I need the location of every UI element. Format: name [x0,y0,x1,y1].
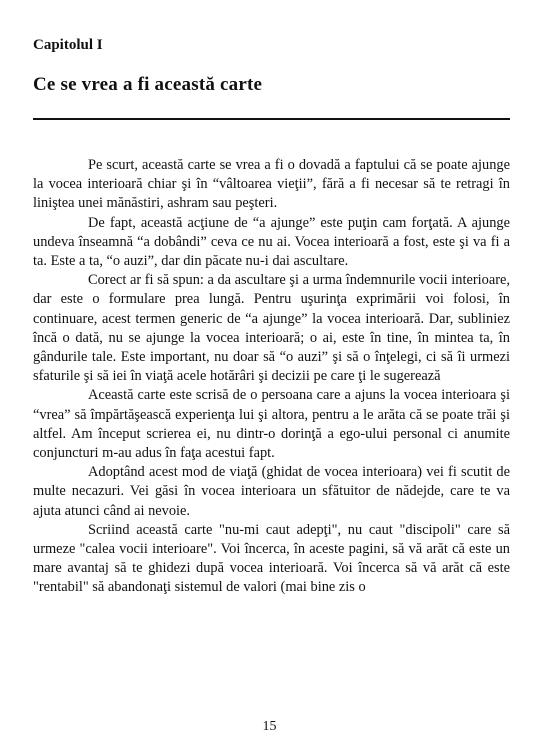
paragraph-6: Scriind această carte "nu-mi caut adepţi", nu caut "discipoli" care să urmeze "calea vocii interioare". Voi încerca, în aceste pagini, să vă arăt că este un mare avantaj să te ghidezi după vocea interioară. Voi încerca să vă arăt că este "rentabil" să abandonaţi sistemul de valori (mai bine zis o [33,521,510,596]
title-divider [33,118,510,120]
paragraph-3: Corect ar fi să spun: a da ascultare şi a urma îndemnurile vocii interioare, dar este o formulare prea lungă. Pentru uşurinţa exprimării voi folosi, în continuare, acest termen generic de “a ajunge” la vocea interioară. Dar, subliniez încă o dată, nu se ajunge la vocea interioară; o ai, este în tine, în mintea ta, în gândurile tale. Este important, nu doar să “o auzi” şi să o înţelegi, ci să îi urmezi sfaturile şi să iei în viaţă acele hotărâri şi decizii pe care ţi le sugerează [33,272,510,385]
paragraph-5: Adoptând acest mod de viaţă (ghidat de vocea interioara) vei fi scutit de multe necazuri. Vei găsi în vocea interioara un sfătuitor de nădejde, care te va ajuta atunci când ai nevoie. [33,464,510,519]
paragraph-1: Pe scurt, această carte se vrea a fi o dovadă a faptului că se poate ajunge la vocea interioară chiar şi în “vâltoarea vieţii”, fără a fi necesar să te retragi în linişteа unei mănăstiri, ashram sau peşteri. [33,157,510,212]
paragraph-4: Această carte este scrisă de o persoana care a ajuns la vocea interioara şi “vrea” să împărtăşească experienţa lui şi altora, pentru a le arăta că se poate trăi şi altfel. Am început scrierea ei, nu dintr-o dorinţă a ego-ului personal ci anumite conjuncturi m-au adus în faţa acestui fapt. [33,387,510,462]
page-number: 15 [262,719,277,734]
chapter-label: Capitolul I [33,37,103,53]
paragraph-2: De fapt, această acţiune de “a ajunge” este puţin cam forţată. A ajunge undeva înseamnă “a dobândi” ceva ce nu ai. Vocea interioară a fost, este şi va fi a ta. Este a ta, “o auzi”, dar din păcate nu-i dai ascultare. [33,214,510,270]
body-text [33,156,510,598]
chapter-title: Ce se vrea a fi această carte [33,74,263,95]
